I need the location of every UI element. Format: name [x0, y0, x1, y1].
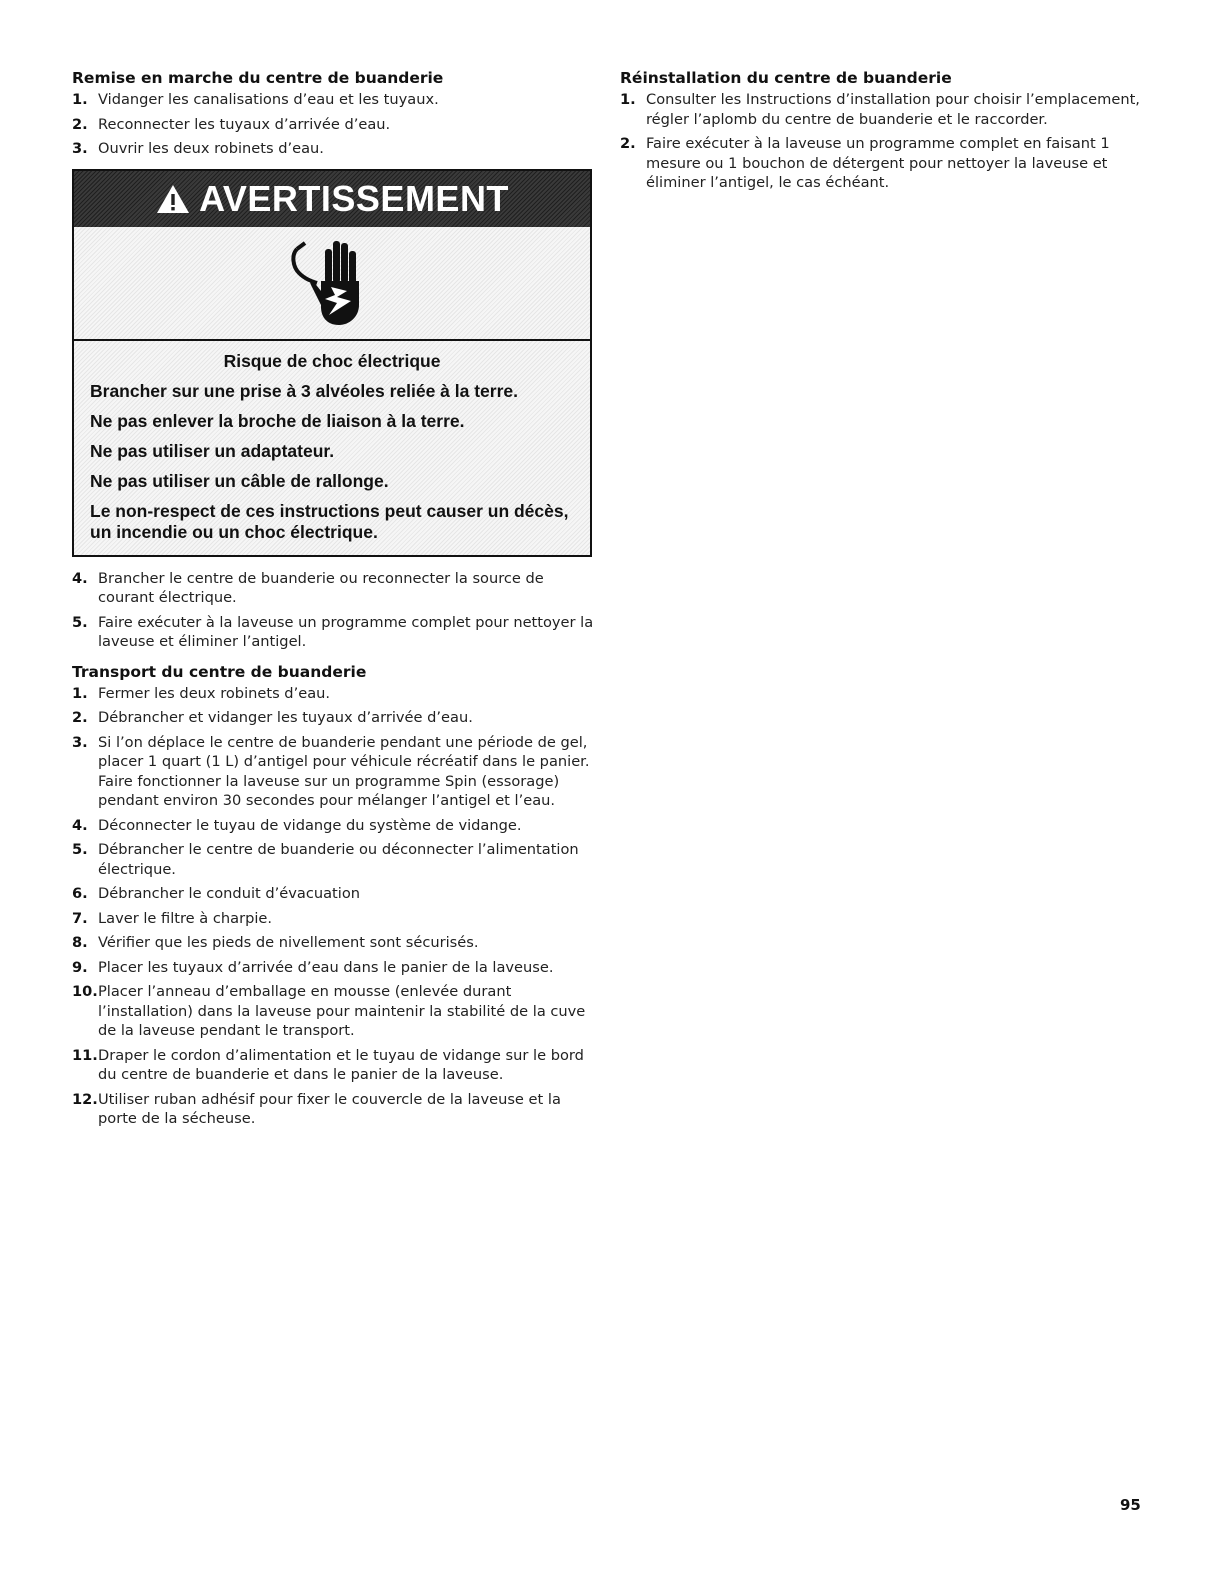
step-number: 2. — [72, 709, 88, 726]
step-number: 7. — [72, 909, 88, 927]
right-column — [620, 68, 1140, 203]
step-text: Faire exécuter à la laveuse un programme complet pour nettoyer la laveuse et éliminer l’antigel. — [98, 613, 594, 650]
step-text: Placer les tuyaux d’arrivée d’eau dans le panier de la laveuse. — [98, 958, 554, 976]
warning-title — [155, 178, 509, 220]
step-number: 9. — [72, 958, 88, 976]
step-text: Si l’on déplace le centre de buanderie pendant une période de gel, placer 1 quart (1 L) d’antigel pour véhicule récréatif dans le panier. Faire fonctionner la laveuse sur un programme Spin (essorage) pendant environ 30 secondes pour mélanger l’antigel et l’eau. — [98, 733, 590, 809]
step-text: Utiliser ruban adhésif pour fixer le couvercle de la laveuse et la porte de la sécheuse. — [98, 1090, 561, 1127]
list-item — [72, 1090, 600, 1129]
step-number: 5. — [72, 613, 88, 631]
electric-shock-hand-icon — [287, 235, 377, 331]
list-item — [72, 1046, 600, 1085]
left-column — [72, 68, 600, 1139]
step-text: Débrancher le conduit d’évacuation — [98, 885, 360, 902]
list-item — [620, 90, 1140, 129]
section-heading-reinstall: Réinstallation du centre de buanderie — [620, 69, 952, 87]
section-heading-transport: Transport du centre de buanderie — [72, 662, 367, 681]
step-number: 12. — [72, 1090, 98, 1108]
step-number: 3. — [72, 733, 88, 751]
step-text: Reconnecter les tuyaux d’arrivée d’eau. — [98, 115, 391, 133]
list-item — [72, 139, 600, 159]
step-number: 1. — [72, 91, 88, 108]
step-text: Déconnecter le tuyau de vidange du système de vidange. — [98, 816, 522, 834]
step-number: 4. — [72, 569, 88, 587]
step-text: Vidanger les canalisations d’eau et les tuyaux. — [98, 91, 439, 108]
step-text: Débrancher et vidanger les tuyaux d’arrivée d’eau. — [98, 709, 473, 726]
step-text: Débrancher le centre de buanderie ou déconnecter l’alimentation électrique. — [98, 841, 579, 878]
list-item — [72, 982, 600, 1041]
warning-line: Brancher sur une prise à 3 alvéoles reliée à la terre. — [90, 380, 519, 401]
restart-steps-list — [72, 90, 600, 159]
list-item — [72, 613, 600, 652]
step-number: 11. — [72, 1046, 98, 1064]
step-number: 5. — [72, 841, 88, 858]
step-number: 8. — [72, 934, 88, 951]
step-text: Vérifier que les pieds de nivellement sont sécurisés. — [98, 934, 479, 951]
step-text: Draper le cordon d’alimentation et le tuyau de vidange sur le bord du centre de buanderie et dans le panier de la laveuse. — [98, 1046, 584, 1083]
step-text: Faire exécuter à la laveuse un programme complet en faisant 1 mesure ou 1 bouchon de détergent pour nettoyer la laveuse et éliminer l’antigel, le cas échéant. — [646, 135, 1110, 191]
list-item — [72, 884, 600, 904]
warning-box — [72, 169, 592, 557]
warning-line: Ne pas utiliser un adaptateur. — [90, 440, 335, 461]
list-item — [72, 708, 600, 728]
warning-line: Le non-respect de ces instructions peut causer un décès, un incendie ou un choc électrique. — [90, 500, 569, 542]
step-number: 1. — [620, 91, 636, 108]
list-item — [72, 933, 600, 953]
step-text: Consulter les Instructions d’installation pour choisir l’emplacement, régler l’aplomb du centre de buanderie et le raccorder. — [646, 91, 1140, 128]
warning-icon-band — [74, 227, 590, 341]
step-number: 1. — [72, 684, 88, 702]
warning-hazard-title: Risque de choc électrique — [223, 350, 441, 371]
list-item — [72, 909, 600, 929]
list-item — [72, 816, 600, 836]
step-number: 3. — [72, 140, 88, 157]
warning-line: Ne pas enlever la broche de liaison à la terre. — [90, 410, 465, 431]
warning-text-block — [74, 341, 590, 555]
step-number: 10. — [72, 983, 98, 1000]
warning-header — [74, 171, 590, 227]
step-text: Fermer les deux robinets d’eau. — [98, 684, 331, 702]
list-item — [72, 958, 600, 978]
list-item — [72, 569, 600, 608]
step-text: Laver le filtre à charpie. — [98, 909, 272, 927]
step-number: 4. — [72, 816, 88, 834]
warning-title-text: AVERTISSEMENT — [199, 177, 509, 219]
page-number: 95 — [1120, 1496, 1141, 1514]
list-item — [72, 684, 600, 704]
step-number: 2. — [620, 135, 636, 152]
section-heading-restart: Remise en marche du centre de buanderie — [72, 69, 444, 87]
warning-line: Ne pas utiliser un câble de rallonge. — [90, 470, 389, 491]
list-item — [72, 840, 600, 879]
step-number: 2. — [72, 115, 88, 133]
list-item — [620, 134, 1140, 193]
step-number: 6. — [72, 885, 88, 902]
step-text: Brancher le centre de buanderie ou reconnecter la source de courant électrique. — [98, 569, 544, 606]
reinstall-steps-list — [620, 90, 1140, 193]
step-text: Ouvrir les deux robinets d’eau. — [98, 140, 324, 157]
list-item — [72, 90, 600, 110]
warning-triangle-icon — [155, 183, 191, 215]
list-item — [72, 733, 600, 811]
list-item — [72, 115, 600, 135]
transport-steps-list — [72, 684, 600, 1129]
step-text: Placer l’anneau d’emballage en mousse (enlevée durant l’installation) dans la laveuse pour maintenir la stabilité de la cuve de la laveuse pendant le transport. — [98, 983, 586, 1039]
restart-steps-list-continued — [72, 569, 600, 652]
